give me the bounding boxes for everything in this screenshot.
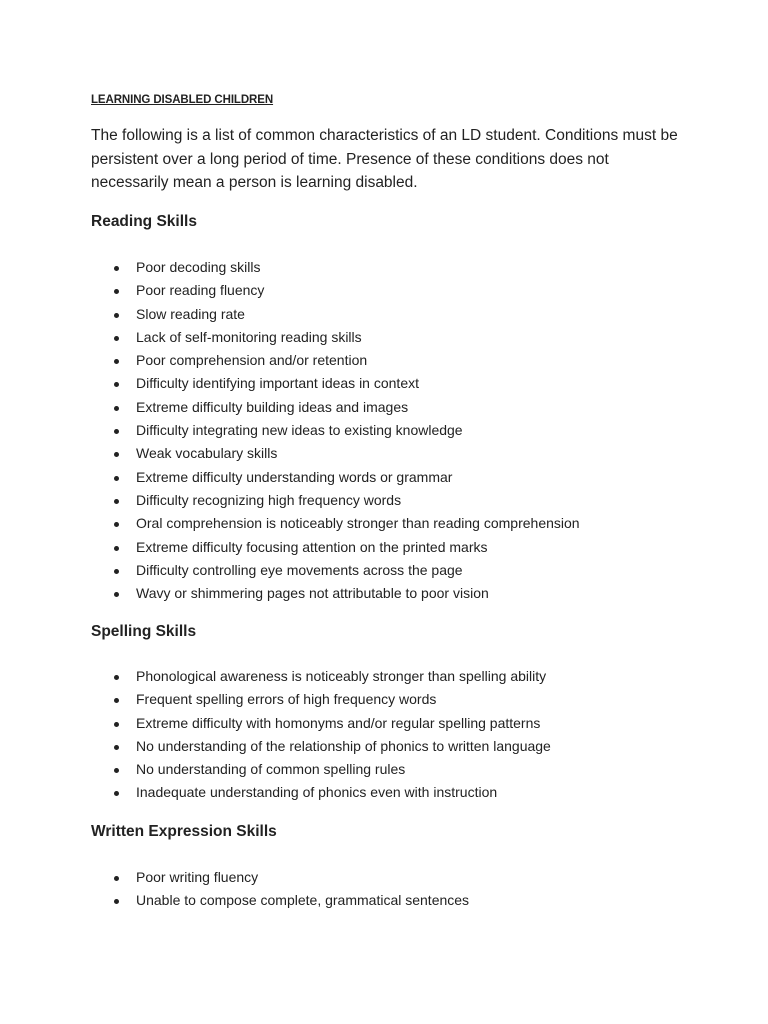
list-item xyxy=(91,349,580,372)
bullet-icon xyxy=(114,592,119,597)
bullet-icon xyxy=(114,675,119,680)
bullet-icon xyxy=(114,313,119,318)
document-title: LEARNING DISABLED CHILDREN xyxy=(91,94,274,106)
list-item-text: Oral comprehension is noticeably stronger than reading comprehension xyxy=(136,515,580,532)
list-item-text: Difficulty integrating new ideas to existing knowledge xyxy=(136,422,463,439)
list-item xyxy=(91,396,580,419)
bullet-icon xyxy=(114,382,119,387)
bullet-icon xyxy=(114,569,119,574)
list-item xyxy=(91,735,551,758)
list-item xyxy=(91,688,551,711)
list-item xyxy=(91,559,580,582)
list-item-text: Unable to compose complete, grammatical sentences xyxy=(136,892,470,909)
bullet-icon xyxy=(114,476,119,481)
list-item xyxy=(91,419,580,442)
list-item-text: Poor comprehension and/or retention xyxy=(136,352,368,369)
bullet-icon xyxy=(114,745,119,750)
list-item xyxy=(91,303,580,326)
bullet-icon xyxy=(114,791,119,796)
list-item xyxy=(91,582,580,605)
list-item-text: Difficulty controlling eye movements across the page xyxy=(136,561,463,578)
list-item xyxy=(91,665,551,688)
list-item xyxy=(91,279,580,302)
bullet-icon xyxy=(114,522,119,527)
list-item-text: Inadequate understanding of phonics even with instruction xyxy=(136,784,498,801)
section-heading-reading: Reading Skills xyxy=(91,213,197,230)
list-item-text: Difficulty identifying important ideas in context xyxy=(136,375,419,392)
list-item xyxy=(91,466,580,489)
reading-skills-list xyxy=(91,256,580,605)
list-item-text: Extreme difficulty with homonyms and/or regular spelling patterns xyxy=(136,714,541,731)
section-heading-spelling: Spelling Skills xyxy=(91,623,197,640)
list-item-text: Difficulty recognizing high frequency words xyxy=(136,491,402,508)
list-item xyxy=(91,512,580,535)
list-item-text: Extreme difficulty focusing attention on the printed marks xyxy=(136,538,488,555)
list-item xyxy=(91,489,580,512)
bullet-icon xyxy=(114,499,119,504)
list-item-text: Weak vocabulary skills xyxy=(136,445,278,462)
list-item xyxy=(91,758,551,781)
bullet-icon xyxy=(114,876,119,881)
section-heading-written-expression: Written Expression Skills xyxy=(91,823,277,840)
list-item-text: Frequent spelling errors of high frequency words xyxy=(136,691,437,708)
list-item-text: No understanding of common spelling rules xyxy=(136,761,406,778)
bullet-icon xyxy=(114,722,119,727)
list-item xyxy=(91,781,551,804)
list-item xyxy=(91,712,551,735)
list-item-text: Wavy or shimmering pages not attributable to poor vision xyxy=(136,585,489,602)
intro-paragraph: The following is a list of common characteristics of an LD student. Conditions must be persistent over a long period of time. Presence of these conditions does not necessarily mean a person is learning disabled. xyxy=(91,127,678,191)
list-item-text: Lack of self-monitoring reading skills xyxy=(136,328,362,345)
bullet-icon xyxy=(114,406,119,411)
bullet-icon xyxy=(114,546,119,551)
list-item-text: Poor reading fluency xyxy=(136,282,265,299)
bullet-icon xyxy=(114,698,119,703)
bullet-icon xyxy=(114,899,119,904)
spelling-skills-list xyxy=(91,665,551,805)
list-item xyxy=(91,889,469,912)
list-item-text: Poor decoding skills xyxy=(136,259,261,275)
list-item xyxy=(91,326,580,349)
bullet-icon xyxy=(114,452,119,457)
list-item-text: Slow reading rate xyxy=(136,305,245,322)
list-item-text: Poor writing fluency xyxy=(136,869,259,885)
list-item xyxy=(91,866,469,889)
list-item-text: Phonological awareness is noticeably stronger than spelling ability xyxy=(136,668,547,684)
list-item xyxy=(91,256,580,279)
list-item-text: Extreme difficulty building ideas and images xyxy=(136,398,409,415)
list-item xyxy=(91,442,580,465)
list-item xyxy=(91,536,580,559)
bullet-icon xyxy=(114,359,119,364)
bullet-icon xyxy=(114,429,119,434)
bullet-icon xyxy=(114,266,119,271)
written-expression-skills-list xyxy=(91,866,469,913)
bullet-icon xyxy=(114,768,119,773)
list-item xyxy=(91,372,580,395)
list-item-text: No understanding of the relationship of phonics to written language xyxy=(136,737,551,754)
bullet-icon xyxy=(114,336,119,341)
list-item-text: Extreme difficulty understanding words or grammar xyxy=(136,468,453,485)
bullet-icon xyxy=(114,289,119,294)
